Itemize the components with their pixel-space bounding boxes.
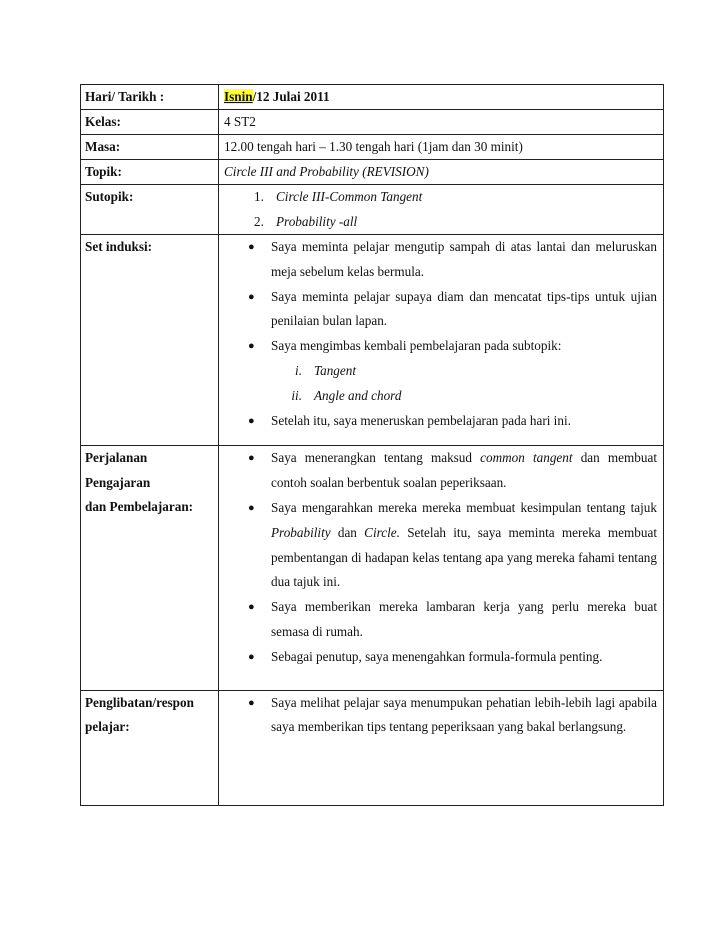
bullet-icon: ● bbox=[248, 290, 255, 303]
list-text: dan membuat contoh soalan berbentuk soalan peperiksaan. bbox=[271, 450, 657, 491]
list-item bbox=[224, 409, 657, 434]
bullet-icon: ● bbox=[248, 696, 255, 709]
class-label: Kelas: bbox=[81, 110, 219, 135]
list-item bbox=[224, 691, 657, 741]
list-text-italic: Circle. bbox=[364, 524, 400, 540]
time-value: 12.00 tengah hari – 1.30 tengah hari (1jam dan 30 minit) bbox=[219, 135, 664, 160]
row-date bbox=[81, 85, 664, 110]
row-class bbox=[81, 110, 664, 135]
list-item bbox=[224, 359, 657, 384]
date-value bbox=[219, 85, 664, 110]
bullet-icon: ● bbox=[248, 601, 255, 614]
list-text-italic: common tangent bbox=[480, 450, 573, 466]
response-list bbox=[224, 691, 657, 741]
list-number: i. bbox=[295, 362, 302, 378]
subtopic-list bbox=[224, 185, 657, 234]
bullet-icon: ● bbox=[248, 241, 255, 253]
subtopic-label: Sutopik: bbox=[81, 185, 219, 235]
day-name: Isnin bbox=[224, 89, 253, 104]
list-item bbox=[254, 210, 657, 235]
list-item bbox=[224, 595, 657, 645]
date-rest: /12 Julai 2011 bbox=[252, 89, 330, 104]
row-topic bbox=[81, 160, 664, 185]
list-number: ii. bbox=[291, 387, 302, 403]
list-item bbox=[224, 334, 657, 359]
list-item bbox=[224, 285, 657, 335]
list-text: Setelah itu, saya meminta mereka membuat pembentangan di hadapan kelas tentang apa yang mereka fahami tentang dua tajuk ini. bbox=[271, 524, 657, 590]
list-item bbox=[224, 446, 657, 496]
list-text: Saya memberikan mereka lambaran kerja yang perlu mereka buat semasa di rumah. bbox=[271, 599, 657, 639]
bullet-icon: ● bbox=[248, 501, 255, 514]
bullet-icon: ● bbox=[248, 414, 255, 427]
teaching-label-line: Perjalanan bbox=[85, 450, 148, 466]
topic-value: Circle III and Probability (REVISION) bbox=[219, 160, 664, 185]
list-text: Saya melihat pelajar saya menumpukan pehatian lebih-lebih lagi apabila saya memberikan tips tentang peperiksaan yang bakal berlangsung. bbox=[271, 694, 657, 735]
list-text: Saya menerangkan tentang maksud bbox=[271, 450, 481, 466]
teaching-value bbox=[219, 446, 664, 690]
subtopic-value bbox=[219, 185, 664, 235]
row-time bbox=[81, 135, 664, 160]
response-label bbox=[81, 690, 219, 805]
induction-value bbox=[219, 235, 664, 446]
list-item bbox=[224, 496, 657, 595]
list-text: Angle and chord bbox=[314, 387, 402, 403]
response-label-line: Penglibatan/respon bbox=[85, 694, 194, 710]
induction-subtopic-list bbox=[224, 359, 657, 409]
list-text: Saya mengimbas kembali pembelajaran pada subtopik: bbox=[271, 338, 562, 354]
teaching-label bbox=[81, 446, 219, 690]
response-value bbox=[219, 690, 664, 805]
list-item bbox=[224, 235, 657, 285]
list-text: Saya meminta pelajar supaya diam dan mencatat tips-tips untuk ujian penilaian bulan lapan. bbox=[271, 288, 657, 329]
topic-label: Topik: bbox=[81, 160, 219, 185]
list-text: Sebagai penutup, saya menengahkan formula-formula penting. bbox=[271, 648, 603, 664]
response-label-line: pelajar: bbox=[85, 719, 130, 735]
list-number: 2. bbox=[254, 213, 264, 229]
list-text: Setelah itu, saya meneruskan pembelajaran pada hari ini. bbox=[271, 412, 571, 428]
induction-label: Set induksi: bbox=[81, 235, 219, 446]
row-teaching bbox=[81, 446, 664, 690]
list-text: Circle III-Common Tangent bbox=[276, 189, 423, 204]
teaching-list bbox=[224, 446, 657, 669]
list-item bbox=[224, 384, 657, 409]
list-text-italic: Probability bbox=[271, 524, 331, 540]
list-text: Tangent bbox=[314, 362, 357, 378]
bullet-icon: ● bbox=[248, 650, 255, 663]
row-response bbox=[81, 690, 664, 805]
date-label: Hari/ Tarikh : bbox=[81, 85, 219, 110]
list-item bbox=[224, 645, 657, 670]
list-text: dan bbox=[330, 524, 365, 540]
row-subtopic bbox=[81, 185, 664, 235]
list-number: 1. bbox=[254, 189, 264, 204]
list-item bbox=[254, 185, 657, 210]
list-text: Saya mengarahkan mereka mereka membuat kesimpulan tentang tajuk bbox=[271, 499, 657, 515]
time-label: Masa: bbox=[81, 135, 219, 160]
bullet-icon: ● bbox=[248, 452, 255, 465]
teaching-label-line: Pengajaran bbox=[85, 474, 151, 490]
teaching-label-line: dan Pembelajaran: bbox=[85, 499, 194, 515]
induction-list-end bbox=[224, 409, 657, 434]
induction-list bbox=[224, 235, 657, 359]
bullet-icon: ● bbox=[248, 340, 255, 353]
row-induction bbox=[81, 235, 664, 446]
list-text: Probability -all bbox=[276, 213, 358, 229]
spacer bbox=[224, 670, 657, 690]
class-value: 4 ST2 bbox=[219, 110, 664, 135]
list-text: Saya meminta pelajar mengutip sampah di atas lantai dan meluruskan meja sebelum kelas bermula. bbox=[271, 239, 657, 279]
lesson-plan-table bbox=[80, 84, 664, 806]
spacer bbox=[224, 433, 657, 445]
